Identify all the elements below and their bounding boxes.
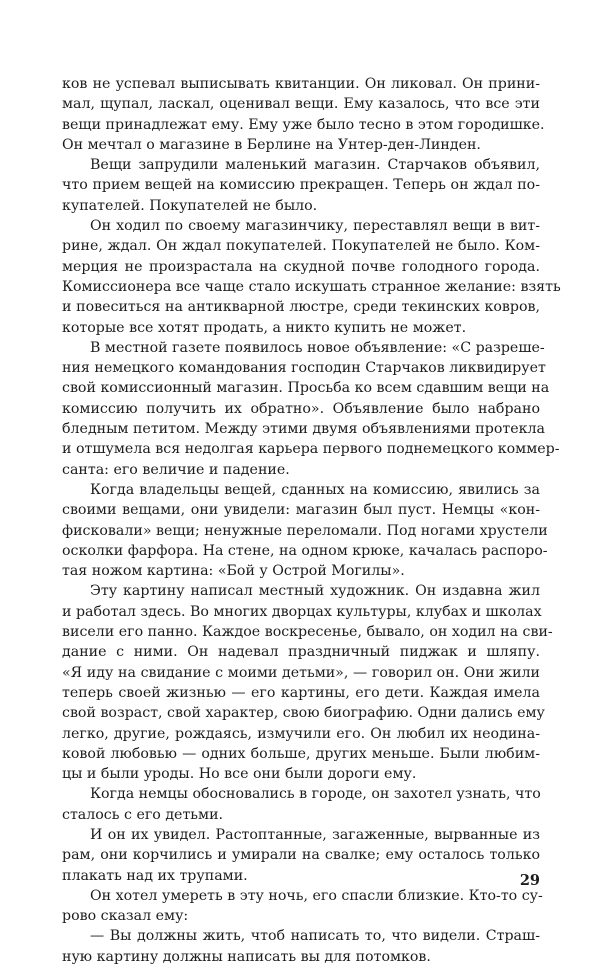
text-line: дание с ними. Он надевал праздничный пиджак и шляпу. [62, 644, 540, 661]
text-line: Комиссионера все чаще стало искушать странное желание: взять [62, 278, 561, 295]
text-line: фисковали» вещи; ненужные переломали. Под ногами хрустели [62, 522, 548, 539]
text-line: Когда немцы обосновались в городе, он захотел узнать, что [90, 786, 541, 803]
text-line: и работал здесь. Во многих дворцах культуры, клубах и школах [62, 603, 542, 620]
text-line: свой комиссионный магазин. Просьба ко всем сдавшим вещи на [62, 380, 550, 397]
text-line: ков не успевал выписывать квитанции. Он ликовал. Он прини- [62, 76, 540, 92]
text-line: Вещи запрудили маленький магазин. Старчаков объявил, [90, 157, 540, 174]
text-line: и повеситься на антикварной люстре, среди текинских ковров, [62, 299, 540, 316]
text-line: рине, ждал. Он ждал покупателей. Покупателей не было. Ком- [62, 238, 540, 255]
text-line: и отшумела вся недолгая карьера первого поднемецкого коммер- [62, 441, 560, 458]
text-line: Он хотел умереть в эту ночь, его спасли близкие. Кто-то су- [90, 887, 543, 904]
text-line: висели его панно. Каждое воскресенье, бывало, он ходил на сви- [62, 624, 553, 641]
text-line: В местной газете появилось новое объявление: «С разреше- [90, 339, 545, 356]
text-line: сталось с его детьми. [62, 806, 224, 823]
text-line: легко, другие, рождаясь, измучили его. Он любил их неодина- [62, 725, 540, 742]
text-line: свой возраст, свой характер, свою биографию. Одни дались ему [62, 705, 545, 722]
body-text [62, 74, 561, 967]
text-line: — Вы должны жить, чтоб написать то, что видели. Страш- [90, 928, 540, 945]
text-line: «Я иду на свидание с моими детьми», — говорил он. Они жили [62, 664, 540, 681]
text-line: комиссию получить их обратно». Объявление было набрано [62, 400, 540, 417]
text-line: плакать над их трупами. [62, 867, 248, 884]
text-line: рам, они корчились и умирали на свалке; ему осталось только [62, 847, 540, 864]
text-line: цы и были уроды. Но все они были дороги ему. [62, 766, 417, 783]
text-line: вещи принадлежат ему. Ему уже было тесно в этом городишке. [62, 116, 545, 133]
text-line: мал, щупал, ласкал, оценивал вещи. Ему казалось, что все эти [62, 96, 540, 113]
text-line: Когда владельцы вещей, сданных на комиссию, явились за [90, 481, 540, 498]
text-line: рово сказал ему: [62, 908, 189, 925]
text-line: осколки фарфора. На стене, на одном крюке, качалась распоро- [62, 542, 548, 559]
text-line: мерция не произрастала на скудной почве голодного города. [62, 258, 540, 275]
text-line: тая ножом картина: «Бой у Острой Могилы». [62, 563, 405, 580]
text-line: купателей. Покупателей не было. [62, 197, 318, 214]
text-line: ния немецкого командования господин Старчаков ликвидирует [62, 360, 546, 377]
text-line: бледным петитом. Между этими двумя объявлениями протекла [62, 421, 545, 438]
text-line: Он мечтал о магазине в Берлине на Унтер-ден-Линден. [62, 136, 481, 153]
text-line: санта: его величие и падение. [62, 461, 290, 478]
text-line: Эту картину написал местный художник. Он издавна жил [90, 583, 540, 600]
page-number: 29 [519, 872, 540, 889]
text-line: своими вещами, они увидели: магазин был пуст. Немцы «кон- [62, 502, 540, 519]
text-line: Он ходил по своему магазинчику, переставлял вещи в вит- [90, 218, 540, 235]
text-line: ковой любовью — одних больше, других меньше. Были любим- [62, 745, 540, 762]
text-line: которые все хотят продать, а никто купить не может. [62, 319, 467, 336]
text-line: что прием вещей на комиссию прекращен. Теперь он ждал по- [62, 177, 540, 194]
text-line: теперь своей жизнью — его картины, его дети. Каждая имела [62, 684, 540, 701]
text-line: ную картину должны написать вы для потомков. [62, 948, 431, 965]
text-line: И он их увидел. Растоптанные, загаженные, вырванные из [90, 826, 540, 843]
